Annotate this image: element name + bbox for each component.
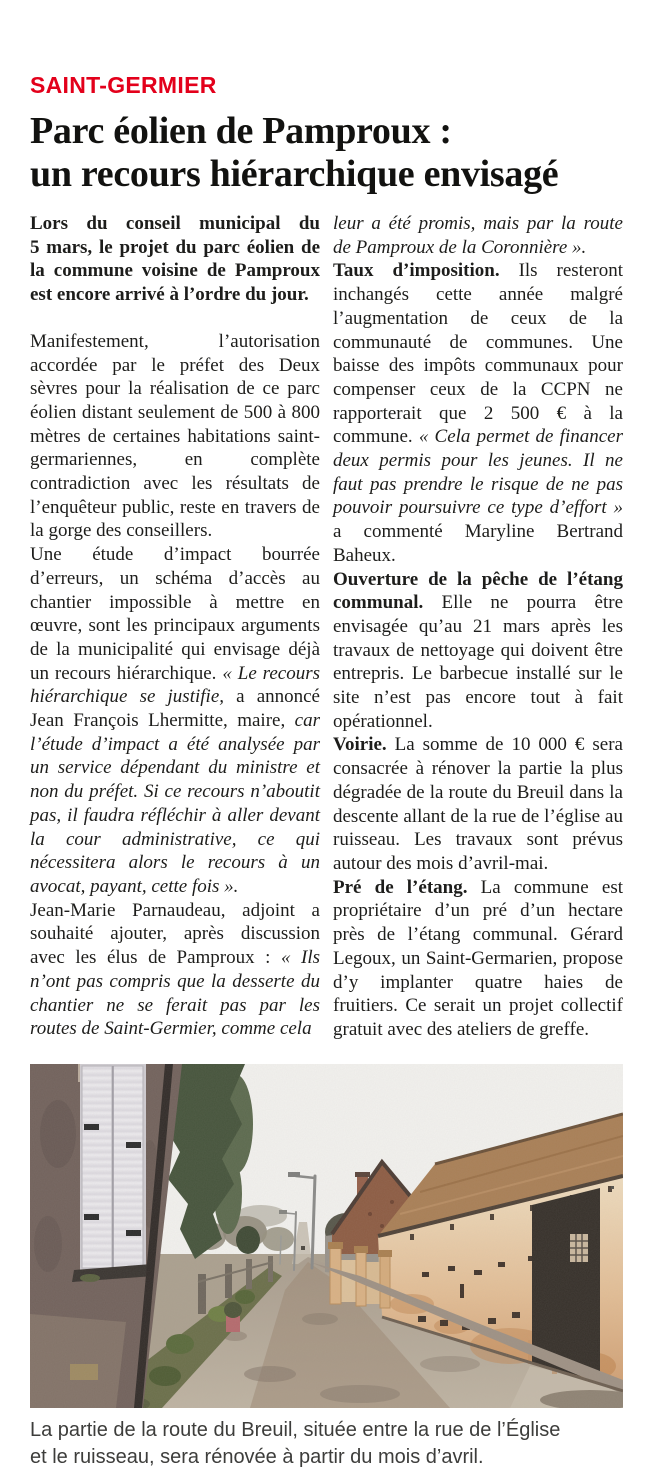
text-run: La commune est propriétaire d’un pré d’un hectare près de l’étang communal. Gérard Legoux, un Saint-Germarien, propose d’y implanter quatre haies de fruitiers. Ce serait un projet collectif gratuit avec des ateliers de greffe. <box>333 876 624 1040</box>
text-run: « Le recours hiérarchique se justifie, <box>30 662 321 708</box>
article-paragraph <box>30 543 320 899</box>
article-paragraph <box>30 212 320 307</box>
article-body <box>30 212 623 1042</box>
section-kicker: SAINT-GERMIER <box>30 72 217 98</box>
article-paragraph <box>333 733 623 875</box>
text-run: Ils resteront inchangés cette année malgré l’augmentation de ceux de la communauté de communes. Une baisse des impôts communaux pour compenser ceux de la CCPN ne rapporterait que 2 500 € à la commune. <box>333 260 623 448</box>
text-run: Pré de l’étang. <box>333 876 481 898</box>
photo-grain-overlay <box>30 1064 623 1408</box>
text-run: car l’étude d’impact a été analysée par un service dépendant du ministre et non du préfet. Si ce recours n’aboutit pas, il faudra réfléchir à aller devant la cour administrative, ce qui nécessitera alors le recours à un avocat, payant, cette fois ». <box>30 710 320 897</box>
text-run: Elle ne pourra être envisagée qu’au 21 mars après les travaux de nettoyage qui doivent être entrepris. Le barbecue installé sur le site n’est pas encore tout à fait opérationnel. <box>333 592 624 732</box>
photo-caption <box>30 1417 623 1471</box>
text-run: a commenté Maryline Bertrand Baheux. <box>333 521 623 566</box>
article-column-right <box>333 212 623 1042</box>
text-run: a annoncé Jean François Lhermitte, maire, <box>30 686 320 732</box>
text-run: Jean-Marie Parnaudeau, adjoint a souhaité ajouter, après discussion avec les élus de Pamproux : <box>30 899 320 969</box>
text-run: Voirie. <box>333 734 395 756</box>
article-title <box>30 110 623 196</box>
photo-caption-line-2: et le ruisseau, sera rénovée à partir du mois d’avril. <box>30 1445 484 1468</box>
text-run: Une étude d’impact bourrée d’erreurs, un schéma d’accès au chantier impossible à mettre en œuvre, sont les principaux arguments de la municipalité qui envisage déjà un recours hiérarchique. <box>30 544 320 684</box>
article-paragraph <box>333 259 623 567</box>
photo-caption-line-1: La partie de la route du Breuil, située entre la rue de l’Église <box>30 1418 561 1441</box>
article-figure <box>30 1064 623 1471</box>
street-photo <box>30 1064 623 1408</box>
text-run: Manifestement, l’autorisation accordée par le préfet des Deux sèvres pour la réalisation de ce parc éolien distant seulement de 500 à 800 mètres de certaines habitations saint-germariennes, en complète contradiction avec les résultats de l’enquêteur public, reste en travers de la gorge des conseillers. <box>30 330 320 542</box>
article-title-line-2: un recours hiérarchique envisagé <box>30 153 559 195</box>
text-run: leur a été promis, mais par la route de Pamproux de la Coronnière ». <box>333 213 623 258</box>
text-run: Taux d’imposition. <box>333 260 519 282</box>
text-run: Ouverture de la pêche de l’étang communal. <box>333 568 623 614</box>
article-paragraph <box>333 568 623 734</box>
article-paragraph <box>333 876 623 1042</box>
text-run: La somme de 10 000 € sera consacrée à rénover la partie la plus dégradée de la route du Breuil dans la descente allant de la rue de l’église au ruisseau. Les travaux sont prévus autour des mois d’avril-mai. <box>333 734 623 874</box>
article-column-left <box>30 212 320 1042</box>
article-title-line-1: Parc éolien de Pamproux : <box>30 110 452 152</box>
article-paragraph <box>333 212 623 259</box>
text-run: « Ils n’ont pas compris que la desserte du chantier ne se ferait pas par les routes de Saint-Germier, comme cela <box>30 947 320 1040</box>
text-run: « Cela permet de financer deux permis pour les jeunes. Il ne faut pas prendre le risque de ne pas pouvoir poursuivre ce type d’effort » <box>333 426 623 519</box>
text-run: Lors du conseil municipal du 5 mars, le projet du parc éolien de la commune voisine de Pamproux est encore arrivé à l’ordre du jour. <box>30 213 320 306</box>
article-paragraph <box>30 330 320 543</box>
article-paragraph <box>30 899 320 1041</box>
